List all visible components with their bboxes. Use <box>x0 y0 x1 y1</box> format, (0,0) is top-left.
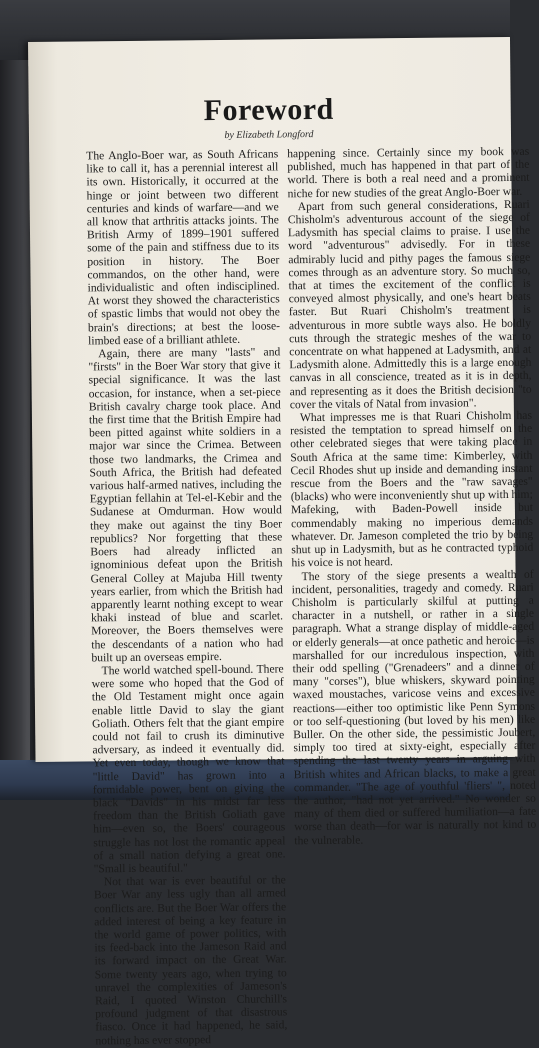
page-title: Foreword <box>203 92 334 128</box>
right-column <box>287 145 536 847</box>
byline: by Elizabeth Longford <box>224 129 314 141</box>
paragraph: Apart from such general considerations, Ruari Chisholm's adventurous account of the siege of Ladysmith has special claims to praise. I use the word "adventurous" advisedly. For in these admirably lucid and pithy pages the famous siege comes through as an adventure story. So much so, that at times the excitement of the conflict is conveyed almost physically, and one's heart beats faster. But Ruari Chisholm's treatment is adventurous in more subtle ways also. He boldly cuts through the strategic meshes of the war to concentrate on what happened at Ladysmith, and at Ladysmith alone. Admittedly this is a large enough canvas in all conscience, treated as it is in depth, and representing as it does the British decision "to cover the vitals of Natal from invasion". <box>287 197 532 412</box>
paragraph: Not that war is ever beautiful or the Boer War any less ugly than all armed conflicts are. But the Boer War offers the added interest of being a key feature in the world game of power politics, with its feed-back into the Jameson Raid and its forward impact on the Great War. Some twenty years ago, when trying to unravel the complexities of Jameson's Raid, I quoted Winston Churchill's profound judgment of that disastrous fiasco. Once it had happened, he said, nothing has ever stopped <box>93 873 288 1047</box>
paragraph: What impresses me is that Ruari Chisholm has resisted the temptation to spread himself on the other celebrated sieges that were taking place in South Africa at the same time: Kimberley, with Cecil Rhodes shut up inside and demanding instant rescue from the Boers and the "raw savages" (blacks) who were inconveniently shut up with him; Mafeking, with Baden-Powell inside but commendably making no imperious demands whatever. Dr. Jameson completed the trio by being shut up in Ladysmith, but as he contracted typhoid his voice is not heard. <box>290 408 534 570</box>
book-spine <box>0 60 30 800</box>
paragraph: The world watched spell-bound. There were some who hoped that the God of the Old Testament might once again enable little David to slay the giant Goliath. Others felt that the giant empire could not fail to crush its diminutive adversary, as indeed it eventually did. Yet even today, though we know that "little David" has grown into a formidable power, bent on giving the black "Davids" in his midst far less freedom than the British Goliath gave him—even so, the Boers' courageous struggle has not lost the romantic appeal of a small nation defying a great one. "Small is beautiful." <box>91 662 286 876</box>
paragraph: Again, there are many "lasts" and "firsts" in the Boer War story that give it special significance. It was the last occasion, for instance, when a set-piece British cavalry charge took place. And the first time that the British Empire had been pitted against white soldiers in a major war since the Crimea. Between those two landmarks, the Crimea and South Africa, the British had defeated various half-armed natives, including the Egyptian fellahin at Tel-el-Kebir and the Sudanese at Omdurman. How would they make out against the tiny Boer republics? Nor forgetting that these Boers had already inflicted an ignominious defeat upon the British General Colley at Majuba Hill twenty years earlier, from which the British had apparently learnt nothing except to wear khaki instead of blue and scarlet. Moreover, the Boers themselves were the descendants of a nation who had built up an overseas empire. <box>88 345 284 665</box>
paragraph: happening since. Certainly since my book was published, much has happened in that part of the world. There is both a real need and a prominent niche for new studies of the great Anglo-Boer war. <box>287 144 530 200</box>
paragraph: The Anglo-Boer war, as South Africans like to call it, has a perennial interest all its own. Historically, it occurred at the hinge or joint between two different centuries and kinds of warfare—and we all know that arthritis attacks joints. The British Army of 1899–1901 suffered some of the pain and stiffness due to its position in history. The Boer commandos, on the other hand, were individualistic and often indisciplined. At worst they showed the characteristics of spastic limbs that would not obey the brain's directions; at best the loose-limbed ease of a brilliant athlete. <box>86 147 281 348</box>
book-page <box>28 37 537 1047</box>
paragraph: The story of the siege presents a wealth of incident, personalities, tragedy and comedy. Ruari Chisholm is particularly skilful at putting a character in a nutshell, or rather in a single paragraph. What a strange display of middle-aged or elderly generals—at once pathetic and heroic—is marshalled for our incredulous inspection, with their odd spelling ("Grenadeers" and a dinner of many "corses"), blue whiskers, skyward pointing waxed moustaches, varicose veins and excessive reactions—either too optimistic like Penn Symons or too self-questioning (but loved by his men) like Buller. On the other side, the pessimistic Joubert, simply too tired at sixty-eight, especially after spending the last twenty years in arguing with British whites and African blacks, to make a great commander. "The age of youthful 'fliers' ", noted the author, "had not yet arrived." No wonder so many of them died or suffered humiliation—a fate worse than death—for war is naturally not kind to the vulnerable. <box>291 567 537 847</box>
left-column <box>86 147 287 1047</box>
